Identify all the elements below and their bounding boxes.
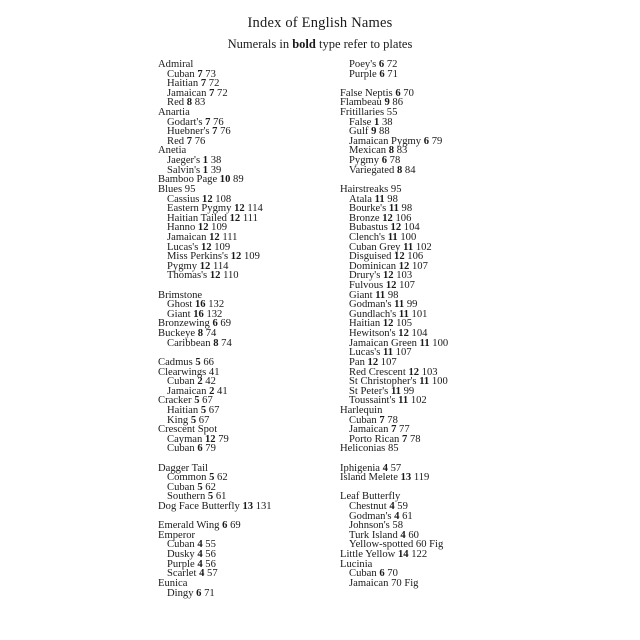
entry-name: Godman's: [349, 299, 392, 311]
entry-name: Bubastus: [349, 222, 388, 234]
page-number: 55: [386, 107, 398, 119]
page-number: 78: [409, 433, 421, 445]
page-number: 101: [411, 308, 428, 320]
page-number: 72: [386, 59, 398, 70]
page-number: 70: [403, 87, 414, 99]
plate-number: 6: [378, 59, 385, 70]
plate-number: 5: [194, 395, 200, 407]
plate-number: 11: [394, 299, 405, 311]
page-number: 111: [222, 231, 238, 243]
entry-name: False: [349, 116, 372, 128]
plate-number: 12: [385, 280, 397, 292]
entry-name: Island Melete: [340, 472, 398, 484]
index-subentry: [158, 339, 348, 349]
page-number: 98: [387, 193, 398, 205]
page-number: 77: [399, 424, 410, 436]
page-number: 84: [404, 164, 416, 176]
plate-number: 12: [202, 193, 213, 205]
plate-number: 7: [186, 135, 193, 147]
entry-name: Emerald Wing: [158, 520, 220, 532]
entry-name: Blues: [158, 183, 183, 195]
entry-name: Cassius: [167, 193, 200, 205]
index-subentry: [158, 137, 348, 147]
plate-number: 6: [395, 87, 401, 99]
plate-number: 7: [379, 414, 385, 426]
entry-name: False Neptis: [340, 87, 393, 99]
entry-name: Cuban: [349, 414, 377, 426]
entry-name: Caribbean: [167, 337, 211, 349]
entry-name: Pygmy: [167, 260, 198, 272]
page-number: 76: [194, 135, 206, 147]
page-number: 62: [205, 481, 216, 493]
page-number: 70: [387, 568, 398, 580]
entry-name: Bourke's: [349, 203, 387, 215]
index-subentry: [158, 444, 348, 454]
page-number: 79: [218, 433, 229, 445]
plate-number: 8: [186, 97, 193, 109]
page-number: 103: [396, 270, 413, 282]
page-number: 38: [210, 155, 222, 167]
entry-name: Chestnut: [349, 501, 387, 513]
plate-number: 12: [230, 251, 242, 263]
plate-number: 6: [423, 135, 430, 147]
entry-name: Pygmy: [349, 155, 380, 167]
page-number: 107: [411, 260, 428, 272]
entry-name: Gulf: [349, 126, 369, 138]
index-entry: [340, 473, 540, 483]
entry-name: Gundlach's: [349, 308, 397, 320]
index-subentry: [158, 589, 348, 599]
plate-number: 6: [197, 443, 203, 455]
entry-name: Jamaican: [349, 577, 389, 589]
plate-number: 1: [374, 116, 380, 128]
plate-number: 11: [387, 231, 398, 243]
entry-name: Miss Perkins's: [167, 251, 229, 263]
plate-number: 12: [199, 260, 211, 272]
entry-name: Godman's: [349, 510, 392, 522]
plate-number: 11: [403, 241, 414, 253]
page-number: 69: [220, 318, 231, 330]
entry-name: Huebner's: [167, 126, 210, 138]
plate-number: 7: [401, 433, 408, 445]
page-number: 56: [205, 558, 216, 570]
page-number: 114: [247, 203, 263, 215]
page-number: 60 Fig: [415, 539, 444, 551]
plate-number: 9: [384, 97, 390, 109]
plate-number: 11: [382, 347, 393, 359]
page-number: 78: [389, 155, 401, 167]
plate-number: 12: [229, 212, 241, 224]
page-number: 72: [208, 78, 220, 90]
plate-number: 6: [379, 68, 385, 80]
entry-name: Southern: [167, 491, 206, 503]
plate-number: 7: [209, 87, 215, 99]
plate-number: 12: [200, 241, 212, 253]
entry-name: Clench's: [349, 231, 386, 243]
plate-number: 5: [200, 404, 207, 416]
entry-name: Cayman: [167, 433, 203, 445]
plate-number: 13: [400, 472, 412, 484]
entry-name: Poey's: [349, 59, 377, 70]
page-number: 105: [396, 318, 412, 330]
entry-name: Giant: [167, 308, 191, 320]
page-number: 111: [242, 212, 258, 224]
plate-number: 8: [213, 337, 219, 349]
entry-name: Little Yellow: [340, 549, 396, 561]
entry-name: Purple: [167, 558, 195, 570]
index-column-right: [340, 60, 540, 589]
plate-number: 4: [197, 558, 203, 570]
index-column-left: [158, 60, 348, 598]
entry-name: Jaeger's: [167, 155, 201, 167]
entry-name: St Peter's: [349, 385, 389, 397]
page-number: 106: [395, 212, 412, 224]
plate-number: 11: [419, 376, 430, 388]
plate-number: 5: [195, 356, 201, 368]
entry-name: Purple: [349, 68, 377, 80]
entry-name: Dusky: [167, 549, 195, 561]
entry-name: Dominican: [349, 260, 397, 272]
plate-number: 12: [382, 212, 393, 224]
entry-name: Yellow-spotted: [349, 539, 414, 551]
entry-name: Cuban: [167, 68, 195, 80]
plate-number: 2: [197, 376, 203, 388]
index-subentry: [340, 166, 540, 176]
entry-name: Lucas's: [349, 347, 381, 359]
plate-number: 7: [212, 126, 218, 138]
plate-number: 8: [388, 145, 395, 157]
page-number: 122: [411, 549, 428, 561]
entry-name: Cuban: [167, 443, 195, 455]
page-number: 85: [387, 443, 399, 455]
entry-name: Jamaican Green: [349, 337, 417, 349]
plate-number: 2: [209, 385, 215, 397]
entry-name: Red: [167, 97, 185, 109]
plate-number: 1: [202, 164, 209, 176]
entry-name: Brimstone: [158, 289, 203, 301]
page-number: 76: [220, 126, 231, 138]
plate-number: 12: [390, 222, 402, 234]
plate-number: 4: [389, 501, 395, 513]
page-number: 86: [392, 97, 403, 109]
plate-number: 7: [391, 424, 397, 436]
entry-name: Drury's: [349, 270, 381, 282]
entry-name: Common: [167, 472, 207, 484]
entry-name: Hewitson's: [349, 328, 396, 340]
plate-number: 1: [202, 155, 209, 167]
entry-name: Crescent Spot: [158, 424, 218, 436]
page-number: 109: [214, 241, 231, 253]
page-number: 132: [208, 299, 225, 311]
page-number: 100: [400, 231, 417, 243]
page-number: 71: [204, 587, 215, 599]
plate-number: 7: [205, 116, 211, 128]
page-number: 74: [221, 337, 232, 349]
entry-name: Scarlet: [167, 568, 197, 580]
page-number: 57: [207, 568, 218, 580]
page-number: 69: [230, 520, 241, 532]
page-number: 109: [243, 251, 260, 263]
entry-name: Iphigenia: [340, 462, 381, 474]
page-number: 79: [431, 135, 443, 147]
subtitle-tail-text: type refer to plates: [318, 37, 413, 51]
page-number: 71: [387, 68, 398, 80]
plate-number: 12: [367, 356, 379, 368]
entry-name: Bronzewing: [158, 318, 210, 330]
page-number: 132: [206, 308, 223, 320]
plate-number: 16: [194, 299, 206, 311]
entry-name: Godart's: [167, 116, 203, 128]
plate-number: 6: [196, 587, 202, 599]
page-number: 103: [421, 366, 438, 378]
page-number: 72: [217, 87, 228, 99]
page-number: 56: [205, 549, 216, 561]
plate-number: 4: [382, 462, 388, 474]
entry-name: Johnson's: [349, 520, 390, 532]
plate-number: 4: [197, 539, 203, 551]
plate-number: 10: [219, 174, 231, 186]
entry-name: Mexican: [349, 145, 387, 157]
plate-number: 12: [383, 270, 394, 282]
plate-number: 11: [398, 308, 409, 320]
page-number: 95: [184, 183, 196, 195]
entry-name: Haitian: [167, 78, 199, 90]
page-number: 99: [403, 385, 415, 397]
plate-number: 12: [204, 433, 216, 445]
page-number: 106: [407, 251, 424, 263]
page-number: 99: [406, 299, 418, 311]
plate-number: 5: [190, 414, 197, 426]
page-number: 98: [387, 289, 399, 301]
entry-name: Salvin's: [167, 164, 201, 176]
page-number: 67: [198, 414, 210, 426]
entry-name: Hanno: [167, 222, 196, 234]
entry-name: Lucinia: [340, 558, 373, 570]
plate-number: 6: [212, 318, 218, 330]
page-number: 57: [390, 462, 402, 474]
entry-name: Cuban Grey: [349, 241, 401, 253]
entry-name: Haitian: [167, 404, 199, 416]
entry-name: Cuban: [167, 539, 195, 551]
page-number: 41: [217, 385, 228, 397]
page-number: 74: [205, 328, 217, 340]
page-number: 38: [381, 116, 393, 128]
plate-number: 4: [199, 568, 205, 580]
plate-number: 6: [379, 568, 385, 580]
entry-name: Dagger Tail: [158, 462, 208, 474]
page-number: 60: [408, 529, 419, 541]
page-number: 107: [395, 347, 412, 359]
page-number: 62: [217, 472, 228, 484]
page-number: 67: [202, 395, 213, 407]
plate-number: 12: [209, 231, 220, 243]
page-number: 79: [205, 443, 216, 455]
plate-number: 12: [382, 318, 394, 330]
page-number: 61: [215, 491, 227, 503]
plate-number: 4: [400, 529, 406, 541]
entry-name: Turk Island: [349, 529, 398, 541]
entry-name: Cadmus: [158, 356, 193, 368]
plate-number: 5: [197, 481, 203, 493]
index-subentry: [340, 579, 540, 589]
page-number: 109: [211, 222, 228, 234]
entry-name: Jamaican: [167, 385, 207, 397]
page-number: 114: [212, 260, 229, 272]
entry-name: Cracker: [158, 395, 192, 407]
page-number: 73: [205, 68, 216, 80]
entry-name: Bronze: [349, 212, 380, 224]
plate-number: 7: [200, 78, 207, 90]
entry-name: Red Crescent: [349, 366, 406, 378]
page-number: 58: [392, 520, 404, 532]
plate-number: 6: [222, 520, 228, 532]
entry-name: Haitian Tailed: [167, 212, 227, 224]
page-number: 89: [233, 174, 244, 186]
entry-name: Giant: [349, 289, 373, 301]
plate-number: 11: [390, 385, 401, 397]
plate-number: 11: [398, 395, 409, 407]
entry-name: Jamaican Pygmy: [349, 135, 422, 147]
page-number: 108: [215, 193, 232, 205]
page-number: 66: [203, 356, 214, 368]
index-subentry: [158, 271, 348, 281]
plate-number: 12: [408, 366, 420, 378]
page-subtitle: [0, 37, 640, 52]
plate-number: 5: [207, 491, 214, 503]
entry-name: Fulvous: [349, 280, 384, 292]
plate-number: 8: [197, 328, 204, 340]
plate-number: 9: [371, 126, 377, 138]
plate-number: 12: [209, 270, 221, 282]
page-title: Index of English Names: [247, 15, 393, 31]
plate-number: 12: [398, 260, 410, 272]
entry-name: St Christopher's: [349, 376, 417, 388]
plate-number: 4: [394, 510, 400, 522]
entry-name: Anartia: [158, 107, 190, 119]
entry-name: Ghost: [167, 299, 193, 311]
page-number: 110: [223, 270, 239, 282]
page-number: 95: [390, 183, 402, 195]
entry-name: Eastern Pygmy: [167, 203, 232, 215]
entry-name: Lucas's: [167, 241, 199, 253]
index-entry: [158, 502, 348, 512]
page-number: 39: [210, 164, 222, 176]
page-number: 78: [387, 414, 398, 426]
plate-number: 16: [193, 308, 204, 320]
entry-name: Cuban: [167, 376, 195, 388]
plate-number: 12: [234, 203, 245, 215]
plate-number: 13: [242, 501, 254, 513]
entry-name: Cuban: [167, 481, 195, 493]
index-subentry: [340, 70, 540, 80]
entry-name: Heliconias: [340, 443, 386, 455]
page-number: 119: [413, 472, 430, 484]
plate-number: 4: [197, 549, 203, 561]
plate-number: 11: [375, 289, 386, 301]
index-entry: [340, 444, 540, 454]
entry-name: Haitian: [349, 318, 381, 330]
plate-number: 6: [381, 155, 387, 167]
entry-name: Pan: [349, 356, 365, 368]
page-number: 61: [402, 510, 413, 522]
entry-name: Hairstreaks: [340, 183, 389, 195]
page-number: 98: [401, 203, 413, 215]
plate-number: 5: [209, 472, 215, 484]
page-number: 107: [380, 356, 397, 368]
page-number: 55: [205, 539, 216, 551]
subtitle-bold-word: bold: [292, 37, 316, 51]
page-number: 104: [411, 328, 428, 340]
page-number: 88: [379, 126, 390, 138]
page-number: 70 Fig: [391, 577, 419, 589]
entry-name: Bamboo Page: [158, 174, 218, 186]
entry-name: Flambeau: [340, 97, 382, 109]
plate-number: 12: [394, 251, 405, 263]
page-number: 83: [396, 145, 408, 157]
entry-name: Clearwings: [158, 366, 207, 378]
subtitle-lead-text: Numerals in: [227, 37, 290, 51]
entry-name: Fritillaries: [340, 107, 385, 119]
page-number: 41: [208, 366, 220, 378]
entry-name: Variegated: [349, 164, 395, 176]
page-number: 100: [432, 337, 449, 349]
entry-name: Disguised: [349, 251, 392, 263]
page-number: 100: [431, 376, 448, 388]
plate-number: 12: [398, 328, 409, 340]
page-number: 42: [205, 376, 216, 388]
plate-number: 7: [197, 68, 203, 80]
entry-name: King: [167, 414, 189, 426]
page-number: 102: [415, 241, 432, 253]
page-number: 76: [213, 116, 224, 128]
entry-name: Admiral: [158, 59, 194, 70]
entry-name: Eunica: [158, 577, 188, 589]
entry-name: Anetia: [158, 145, 187, 157]
page-number: 102: [410, 395, 427, 407]
page-number: 83: [194, 97, 206, 109]
plate-number: 11: [419, 337, 430, 349]
page-number: 104: [403, 222, 420, 234]
plate-number: 12: [197, 222, 209, 234]
entry-name: Harlequin: [340, 404, 383, 416]
entry-name: Emperor: [158, 529, 196, 541]
entry-name: Dingy: [167, 587, 194, 599]
plate-number: 14: [397, 549, 409, 561]
entry-name: Jamaican: [167, 231, 207, 243]
entry-name: Porto Rican: [349, 433, 400, 445]
page-number: 67: [208, 404, 220, 416]
entry-name: Leaf Butterfly: [340, 491, 401, 503]
page-number: 107: [399, 280, 415, 292]
page-number: 131: [255, 501, 272, 513]
entry-name: Cuban: [349, 568, 377, 580]
entry-name: Dog Face Butterfly: [158, 501, 240, 513]
plate-number: 11: [374, 193, 385, 205]
entry-name: Thomas's: [167, 270, 208, 282]
entry-name: Jamaican: [349, 424, 389, 436]
entry-name: Jamaican: [167, 87, 207, 99]
entry-name: Toussaint's: [349, 395, 396, 407]
entry-name: Buckeye: [158, 328, 196, 340]
entry-name: Atala: [349, 193, 372, 205]
page-number: 59: [397, 501, 408, 513]
plate-number: 8: [396, 164, 403, 176]
entry-name: Red: [167, 135, 185, 147]
plate-number: 11: [388, 203, 399, 215]
